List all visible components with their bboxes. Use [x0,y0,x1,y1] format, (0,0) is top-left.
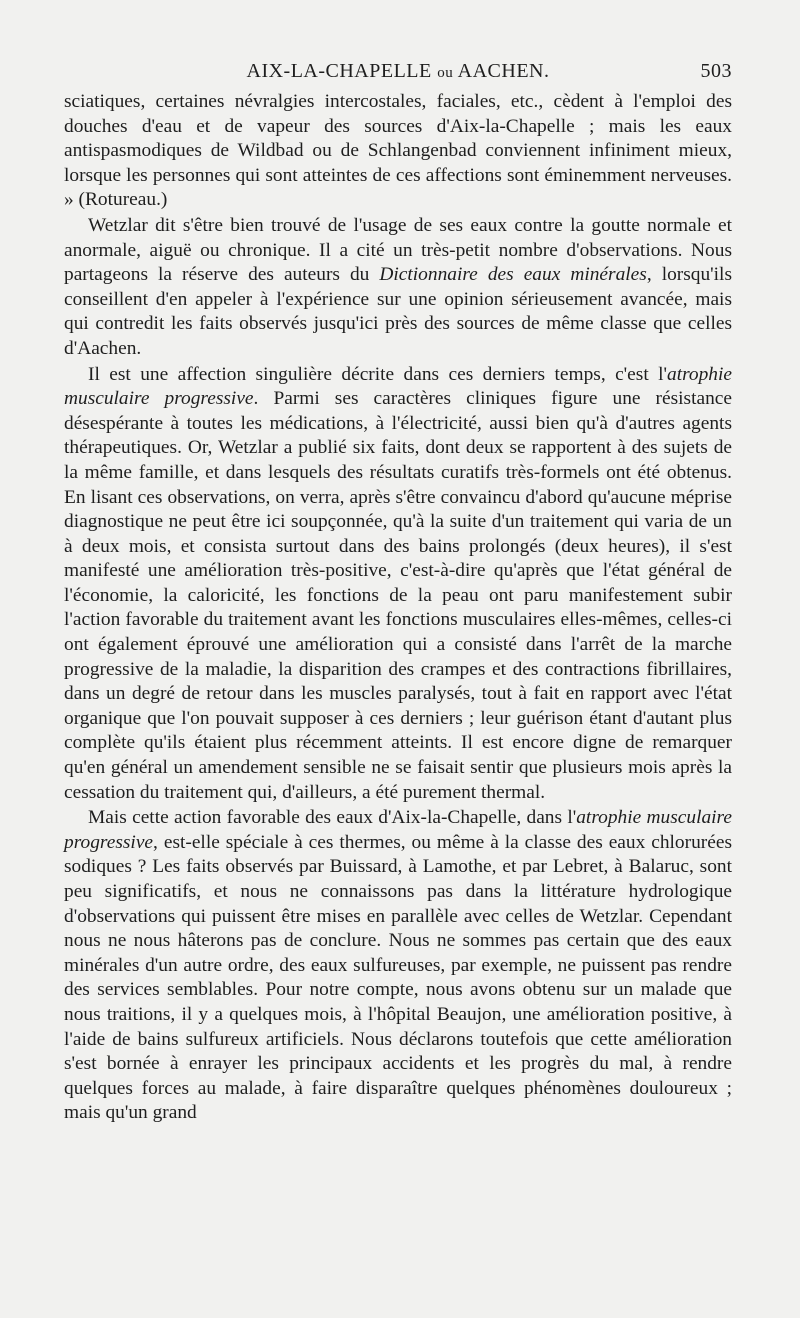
running-title-main: AIX-LA-CHAPELLE [246,60,432,82]
paragraph-text: , lorsqu'ils conseillent d'en appeler à l'expérience sur une opinion sérieusement avancée, mais qui contredit les faits observés jusqu'ici près des sources de même classe que celles d'Aachen. [64,264,732,359]
body-text [64,90,732,1126]
italic-term: atrophie musculaire progressive [64,807,732,853]
paragraph-3 [64,363,732,806]
paragraph-text: Il est une affection singulière décrite dans ces derniers temps, c'est l' [88,363,667,385]
paragraph-2 [64,214,732,362]
italic-term: atrophie musculaire progressive [64,363,732,410]
running-title-conjunction: ou [437,65,454,81]
paragraph-text: Mais cette action favorable des eaux d'Aix-la-Chapelle, dans l' [88,807,577,829]
paragraph-4 [64,806,732,1126]
paragraph-1 [64,90,732,213]
running-title-alt: AACHEN. [457,60,550,82]
running-header [64,56,732,90]
paragraph-text: , est-elle spéciale à ces thermes, ou même à la classe des eaux chlorurées sodiques ? Les faits observés par Buissard, à Lamothe, et par Lebret, à Balaruc, sont peu significatifs, et nous ne connaissons pas dans la littérature hydrologique d'observations qui puissent être mises en parallèle avec celles de Wetzlar. Cependant nous ne nous hâterons pas de conclure. Nous ne sommes pas certain que des eaux minérales d'un autre ordre, des eaux sulfureuses, par exemple, ne puissent pas rendre des services semblables. Pour notre compte, nous avons obtenu sur un malade que nous traitions, il y a quelques mois, à l'hôpital Beaujon, une amélioration positive, à l'aide de bains sulfureux artificiels. Nous déclarons toutefois que cette amélioration s'est bornée à enrayer les principaux accidents et les progrès du mal, à rendre quelques forces au malade, à faire disparaître quelques phénomènes douloureux ; mais qu'un grand [64,831,732,1124]
page-number: 503 [700,60,732,82]
running-title [64,60,732,83]
italic-title: Dictionnaire des eaux minérales [379,264,647,286]
paragraph-text: . Parmi ses caractères cliniques figure une résistance désespérante à toutes les médications, à l'électricité, aussi bien qu'à d'autres agents thérapeutiques. Or, Wetzlar a publié six faits, dont deux se rapportent à des sujets de la même famille, et dans lesquels des résultats curatifs très-formels ont été obtenus. En lisant ces observations, on verra, après s'être convaincu d'abord qu'aucune méprise diagnostique ne peut être ici soupçonnée, qu'à la suite d'un traitement qui varia de un à deux mois, et consista surtout dans des bains prolongés (deux heures), il s'est manifesté une amélioration très-positive, c'est-à-dire qu'après que l'état général de l'économie, la caloricité, les fonctions de la peau ont paru manifestement subir l'action favorable du traitement avant les fonctions musculaires elles-mêmes, celles-ci ont également éprouvé une amélioration qui a consisté dans l'arrêt de la marche progressive de la maladie, la disparition des crampes et des contractions fibrillaires, dans un degré de retour dans les muscles paralysés, tout à fait en rapport avec l'état organique que l'on pouvait supposer à ces derniers ; leur guérison étant d'autant plus complète qu'ils étaient plus récemment atteints. Il est encore digne de remarquer qu'en général un amendement sensible ne se faisait sentir que plusieurs mois après la cessation du traitement qui, d'ailleurs, a été purement thermal. [64,388,732,803]
paragraph-text: Wetzlar dit s'être bien trouvé de l'usage de ses eaux contre la goutte normale et anormale, aiguë ou chronique. Il a cité un très-petit nombre d'observations. Nous partageons la réserve des auteurs du [64,214,732,286]
paragraph-text: sciatiques, certaines névralgies intercostales, faciales, etc., cèdent à l'emploi des douches d'eau et de vapeur des sources d'Aix-la-Chapelle ; mais les eaux antispasmodiques de Wildbad ou de Schlangenbad conviennent infiniment mieux, lorsque les personnes qui sont atteintes de ces affections sont éminemment nerveuses. » (Rotureau.) [64,91,732,211]
